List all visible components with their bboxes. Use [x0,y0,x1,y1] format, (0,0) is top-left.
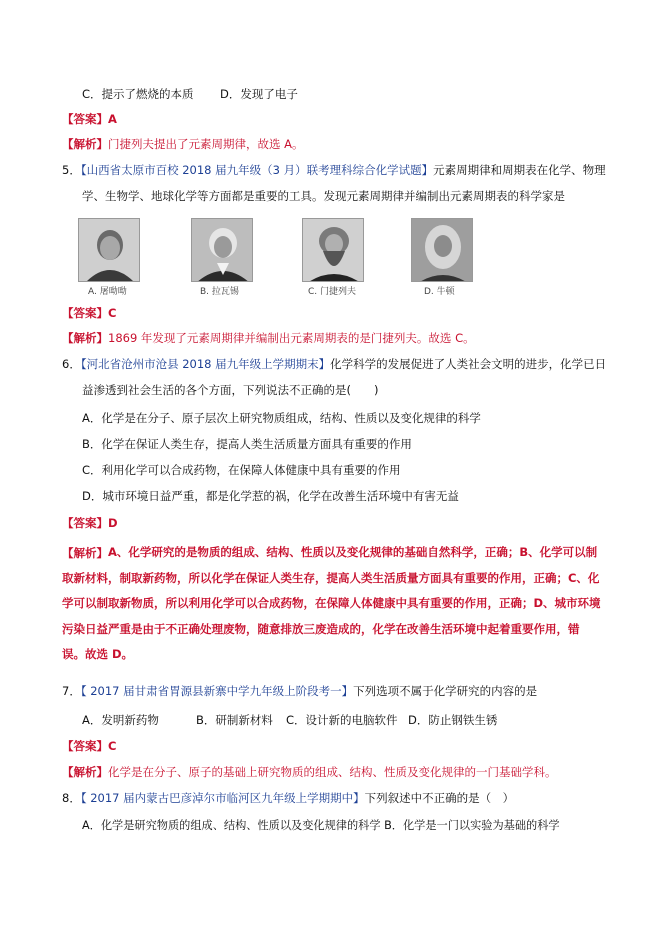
analysis-tag: 【解析】 [62,331,108,345]
q6-option-d: D．城市环境日益严重，都是化学惹的祸，化学在改善生活环境中有害无益 [82,489,459,503]
q5-stem-line-2: 学、生物学、地球化学等方面都是重要的工具。发现元素周期律并编制出元素周期表的科学家是 [82,189,565,203]
q4-option-d: D．发现了电子 [220,87,298,101]
q6-option-c: C．利用化学可以合成药物，在保障人体健康中具有重要的作用 [82,463,401,477]
q6-analysis-text: A、化学研究的是物质的组成、结构、性质以及变化规律的基础自然科学，正确；B、化学可以制取新材料，制取新药物，所以化学在保证人类生存，提高人类生活质量方面具有重要的作用，正确；C、化学可以制取新物质，所以利用化学可以合成药物，在保障人体健康中具有重要的作用，正确；D、城市环境污染日益严重是由于不正确处理废物，随意排放三废造成的，化学在改善生活环境中起着重要作用，错误。故选 D。 [62,545,601,661]
question-number: 8． [62,791,81,805]
analysis-text: 化学是在分子、原子的基础上研究物质的组成、结构、性质及变化规律的一门基础学科。 [108,765,557,779]
q6-answer-row [62,515,118,531]
answer-value: D [108,516,118,530]
answer-value: C [108,306,117,320]
portrait-tu-youyou [78,218,140,282]
q7-analysis-row [62,764,557,780]
answer-tag: 【答案】 [62,112,108,126]
question-source: 【河北省沧州市沧县 2018 届九年级上学期期末】 [80,357,331,371]
q7-stem [62,683,537,699]
question-source: 【山西省太原市百校 2018 届九年级（3 月）联考理科综合化学试题】 [80,163,434,177]
portrait-newton [411,218,473,282]
question-stem: 下列选项不属于化学研究的内容的是 [353,684,538,698]
q4-option-c: C．提示了燃烧的本质 [82,87,194,101]
question-source: 【 2017 届甘肃省胃源县新寨中学九年级上阶段考一】 [80,684,354,698]
question-number: 7． [62,684,81,698]
caption-a: A. 屠呦呦 [88,287,127,297]
q7-option-d: D．防止钢铁生锈 [408,713,498,727]
question-source: 【 2017 届内蒙古巴彦淖尔市临河区九年级上学期期中】 [80,791,365,805]
q4-analysis-row [62,136,304,152]
answer-tag: 【答案】 [62,739,108,753]
analysis-tag: 【解析】 [62,137,108,151]
answer-tag: 【答案】 [62,516,108,530]
question-stem: 化学科学的发展促进了人类社会文明的进步，化学已日 [330,357,607,371]
q7-option-a: A．发明新药物 [82,713,159,727]
q7-answer-row [62,738,116,754]
q5-stem-line-1 [62,162,606,178]
q8-options-line: A．化学是研究物质的组成、结构、性质以及变化规律的科学 B．化学是一门以实验为基础的科学 [82,819,560,832]
q6-stem-line-1 [62,356,606,372]
question-number: 5． [62,163,81,177]
q7-option-c: C．设计新的电脑软件 [286,713,398,727]
portrait-mendeleev [302,218,364,282]
q6-option-a: A．化学是在分子、原子层次上研究物质组成，结构、性质以及变化规律的科学 [82,411,481,425]
question-stem: 元素周期律和周期表在化学、物理 [433,163,606,177]
question-number: 6． [62,357,81,371]
q5-analysis-row [62,330,475,346]
analysis-text: 1869 年发现了元素周期律并编制出元素周期表的是门捷列夫。故选 C。 [108,331,475,345]
q4-answer-row [62,111,117,127]
caption-d: D. 牛顿 [424,287,455,297]
analysis-tag: 【解析】 [62,765,108,779]
q7-option-b: B．研制新材料 [196,713,273,727]
portrait-lavoisier [191,218,253,282]
q6-option-b: B．化学在保证人类生存，提高人类生活质量方面具有重要的作用 [82,437,412,451]
answer-value: C [108,739,117,753]
q8-stem [62,790,514,806]
caption-c: C. 门捷列夫 [308,287,357,297]
question-stem: 下列叙述中不正确的是（ ） [364,791,515,805]
answer-value: A [108,112,117,126]
q6-stem-line-2: 益渗透到社会生活的各个方面，下列说法不正确的是( ) [82,383,379,397]
q6-analysis-tag: 【解析】 [62,546,108,560]
answer-tag: 【答案】 [62,306,108,320]
analysis-text: 门捷列夫提出了元素周期律，故选 A。 [108,137,304,151]
caption-b: B. 拉瓦锡 [200,287,239,297]
q5-answer-row [62,305,116,321]
